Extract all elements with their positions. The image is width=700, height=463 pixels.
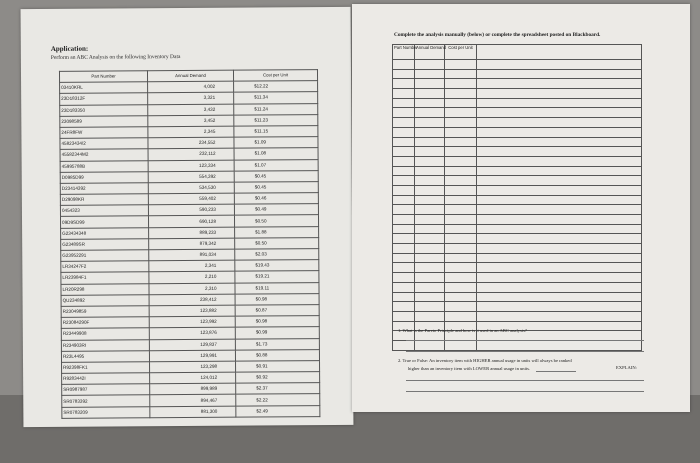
answer-cell xyxy=(477,69,642,79)
answer-cell xyxy=(477,292,642,302)
part-number-cell: 23D183350 xyxy=(60,104,148,116)
column-header: Part Number xyxy=(59,71,147,83)
part-number-cell: R92398FK1 xyxy=(62,362,150,374)
cost-per-unit-cell: $11.24 xyxy=(234,103,318,115)
answer-cell xyxy=(393,79,415,89)
answer-line xyxy=(406,351,644,352)
answer-cell xyxy=(415,282,445,292)
cost-per-unit-cell: $0.99 xyxy=(235,327,319,339)
part-number-cell: R9283442I xyxy=(62,373,150,385)
answer-cell xyxy=(415,234,445,244)
answer-cell xyxy=(477,118,642,128)
answer-cell xyxy=(477,98,642,108)
answer-cell xyxy=(477,147,642,157)
answer-cell xyxy=(415,166,445,176)
cost-per-unit-cell: $2.49 xyxy=(236,405,320,417)
part-number-cell: 0454323 xyxy=(60,205,148,217)
answer-cell xyxy=(415,311,445,321)
answer-row xyxy=(393,176,642,186)
answer-cell xyxy=(393,302,415,312)
cost-per-unit-cell: $0.88 xyxy=(235,349,319,361)
answer-cell xyxy=(415,89,445,99)
answer-cell xyxy=(477,302,642,312)
right-worksheet xyxy=(352,4,690,412)
part-number-cell: 03410KRL xyxy=(60,82,148,94)
left-worksheet xyxy=(21,7,354,427)
answer-cell xyxy=(415,302,445,312)
answer-row xyxy=(393,147,642,157)
answer-cell xyxy=(393,185,415,195)
cost-per-unit-cell: $0.45 xyxy=(234,181,318,193)
answer-cell xyxy=(477,137,642,147)
answer-row xyxy=(393,195,642,205)
answer-cell xyxy=(415,263,445,273)
answer-line xyxy=(406,380,644,381)
answer-cell xyxy=(393,98,415,108)
answer-cell xyxy=(445,224,477,234)
column-header: Annual Demand xyxy=(147,70,233,82)
cost-per-unit-cell: $0.91 xyxy=(236,360,320,372)
answer-cell xyxy=(415,340,445,350)
application-title: Application: xyxy=(50,44,89,53)
answer-row xyxy=(393,137,642,147)
answer-cell xyxy=(415,176,445,186)
answer-cell xyxy=(445,60,477,70)
question-1: 1. What is the Pareto Principle and how is it used in an ABC analysis? xyxy=(398,328,527,333)
cost-per-unit-cell: $19.21 xyxy=(235,271,319,283)
answer-cell xyxy=(415,108,445,118)
question-2: 2. True or False: An inventory item with HIGHER annual usage in units will always be ranked xyxy=(398,358,572,363)
cost-per-unit-cell: $2.37 xyxy=(236,383,320,395)
table-row xyxy=(62,405,320,418)
answer-cell xyxy=(393,234,415,244)
annual-demand-cell: 891,034 xyxy=(149,249,235,261)
answer-cell xyxy=(393,176,415,186)
annual-demand-cell: 123,298 xyxy=(150,361,236,373)
part-number-cell: R23449908 xyxy=(61,328,149,340)
answer-cell xyxy=(393,127,415,137)
answer-cell xyxy=(393,244,415,254)
annual-demand-cell: 690,128 xyxy=(148,216,234,228)
part-number-cell: R23084290F xyxy=(61,317,149,329)
cost-per-unit-cell: $1.08 xyxy=(234,148,318,160)
answer-cell xyxy=(477,108,642,118)
answer-row xyxy=(393,98,642,108)
answer-row xyxy=(393,244,642,254)
cost-per-unit-cell: $0.45 xyxy=(234,170,318,182)
answer-cell xyxy=(477,234,642,244)
answer-cell xyxy=(393,263,415,273)
answer-cell xyxy=(415,137,445,147)
answer-cell xyxy=(393,273,415,283)
part-number-cell: SR0783392 xyxy=(62,395,150,407)
answer-cell xyxy=(477,253,642,263)
answer-cell xyxy=(477,156,642,166)
answer-cell xyxy=(415,156,445,166)
answer-row xyxy=(393,340,642,350)
answer-row xyxy=(393,166,642,176)
answer-cell xyxy=(445,127,477,137)
answer-cell xyxy=(393,224,415,234)
annual-demand-cell: 238,412 xyxy=(149,294,235,306)
cost-per-unit-cell: $11.34 xyxy=(234,92,318,104)
part-number-cell: 45823434/2 xyxy=(60,138,148,150)
answer-row xyxy=(393,253,642,263)
annual-demand-cell: 899,989 xyxy=(150,383,236,395)
cost-per-unit-cell: $0.98 xyxy=(235,316,319,328)
answer-cell xyxy=(445,244,477,254)
answer-cell xyxy=(477,205,642,215)
cost-per-unit-cell: $19.43 xyxy=(235,260,319,272)
part-number-cell: SR0987987 xyxy=(62,384,150,396)
annual-demand-cell: 554,392 xyxy=(148,171,234,183)
annual-demand-cell: 2,310 xyxy=(149,283,235,295)
annual-demand-cell: 123,334 xyxy=(148,160,234,172)
part-number-cell: LR34247F2 xyxy=(61,261,149,273)
answer-cell xyxy=(393,156,415,166)
answer-row xyxy=(393,118,642,128)
answer-cell xyxy=(445,79,477,89)
answer-row xyxy=(393,311,642,321)
annual-demand-cell: 534,530 xyxy=(148,182,234,194)
answer-cell xyxy=(477,127,642,137)
part-number-cell: LR23984F1 xyxy=(61,272,149,284)
answer-cell xyxy=(445,253,477,263)
annual-demand-cell: 879,342 xyxy=(149,238,235,250)
answer-cell xyxy=(445,137,477,147)
answer-cell xyxy=(445,98,477,108)
answer-cell xyxy=(445,166,477,176)
answer-cell xyxy=(477,273,642,283)
question-2-continued: higher than an inventory item with LOWER annual usage in units. xyxy=(408,366,531,371)
cost-per-unit-cell: $1.73 xyxy=(235,338,319,350)
explain-label: EXPLAIN: xyxy=(616,365,637,370)
answer-row xyxy=(393,263,642,273)
answer-cell xyxy=(415,195,445,205)
answer-cell xyxy=(415,273,445,283)
answer-cell xyxy=(445,340,477,350)
answer-cell xyxy=(415,215,445,225)
answer-cell xyxy=(445,302,477,312)
answer-cell xyxy=(393,108,415,118)
answer-cell xyxy=(393,340,415,350)
answer-cell xyxy=(415,79,445,89)
part-number-cell: 09D9SD99 xyxy=(60,216,148,228)
answer-blank xyxy=(536,371,576,372)
part-number-cell: 24FR8FW xyxy=(60,127,148,139)
answer-cell xyxy=(477,166,642,176)
cost-per-unit-cell: $0.98 xyxy=(235,293,319,305)
answer-cell xyxy=(445,108,477,118)
cost-per-unit-cell: $0.49 xyxy=(234,204,318,216)
cost-per-unit-cell: $0.50 xyxy=(234,215,318,227)
answer-row xyxy=(393,215,642,225)
answer-cell xyxy=(415,244,445,254)
answer-cell xyxy=(445,195,477,205)
column-header: Part Number xyxy=(393,45,415,60)
answer-row xyxy=(393,302,642,312)
answer-row xyxy=(393,156,642,166)
answer-cell xyxy=(477,244,642,254)
part-number-cell: LR20R298 xyxy=(61,283,149,295)
part-number-cell: 45582344M2 xyxy=(60,149,148,161)
annual-demand-cell: 232,112 xyxy=(148,148,234,160)
cost-per-unit-cell: $1.09 xyxy=(234,137,318,149)
answer-row xyxy=(393,60,642,70)
answer-cell xyxy=(445,282,477,292)
answer-cell xyxy=(445,292,477,302)
application-subtitle: Perform an ABC Analysis on the following Inventory Data xyxy=(50,54,181,61)
answer-cell xyxy=(415,127,445,137)
column-header: Cost per Unit xyxy=(233,70,317,82)
part-number-cell: R23049859 xyxy=(61,306,149,318)
answer-header-row xyxy=(393,45,642,60)
answer-cell xyxy=(445,176,477,186)
answer-row xyxy=(393,234,642,244)
answer-row xyxy=(393,185,642,195)
part-number-cell: D29098KR xyxy=(60,194,148,206)
annual-demand-cell: 3,452 xyxy=(148,115,234,127)
part-number-cell: SR0783209 xyxy=(62,406,150,418)
answer-cell xyxy=(415,253,445,263)
answer-cell xyxy=(477,340,642,350)
annual-demand-cell: 2,341 xyxy=(149,260,235,272)
annual-demand-cell: 123,876 xyxy=(149,327,235,339)
part-number-cell: R234903RI xyxy=(61,339,149,351)
answer-cell xyxy=(445,185,477,195)
annual-demand-cell: 889,233 xyxy=(149,227,235,239)
answer-cell xyxy=(477,195,642,205)
answer-cell xyxy=(415,118,445,128)
cost-per-unit-cell: $0.46 xyxy=(234,193,318,205)
answer-cell xyxy=(477,263,642,273)
part-number-cell: G23489SR xyxy=(61,239,149,251)
answer-cell xyxy=(477,60,642,70)
answer-cell xyxy=(393,69,415,79)
annual-demand-cell: 129,991 xyxy=(149,350,235,362)
answer-row xyxy=(393,89,642,99)
cost-per-unit-cell: $2.03 xyxy=(235,249,319,261)
answer-cell xyxy=(393,311,415,321)
cost-per-unit-cell: $12.22 xyxy=(234,81,318,93)
column-header-blank xyxy=(477,45,642,60)
answer-cell xyxy=(477,311,642,321)
part-number-cell: R23L4495 xyxy=(61,350,149,362)
inventory-data-table xyxy=(59,69,320,419)
answer-line xyxy=(406,391,644,392)
answer-cell xyxy=(445,263,477,273)
cost-per-unit-cell: $11.23 xyxy=(234,114,318,126)
answer-cell xyxy=(477,215,642,225)
annual-demand-cell: 123,992 xyxy=(149,316,235,328)
answer-row xyxy=(393,224,642,234)
cost-per-unit-cell: $2.22 xyxy=(236,394,320,406)
answer-grid xyxy=(392,44,642,351)
annual-demand-cell: 2,210 xyxy=(149,272,235,284)
column-header: Annual Demand xyxy=(415,45,445,60)
answer-row xyxy=(393,205,642,215)
answer-cell xyxy=(393,205,415,215)
annual-demand-cell: 881,300 xyxy=(150,406,236,418)
annual-demand-cell: 894,467 xyxy=(150,395,236,407)
answer-cell xyxy=(445,69,477,79)
answer-cell xyxy=(477,79,642,89)
answer-cell xyxy=(445,205,477,215)
answer-cell xyxy=(415,205,445,215)
answer-cell xyxy=(393,253,415,263)
answer-cell xyxy=(445,147,477,157)
answer-row xyxy=(393,69,642,79)
cost-per-unit-cell: $19.11 xyxy=(235,282,319,294)
answer-cell xyxy=(445,273,477,283)
part-number-cell: QU234892 xyxy=(61,295,149,307)
part-number-cell: G23434348 xyxy=(61,227,149,239)
answer-cell xyxy=(415,60,445,70)
answer-cell xyxy=(415,69,445,79)
answer-row xyxy=(393,273,642,283)
answer-cell xyxy=(445,118,477,128)
answer-cell xyxy=(477,282,642,292)
cost-per-unit-cell: $0.50 xyxy=(235,237,319,249)
answer-row xyxy=(393,292,642,302)
part-number-cell: 45995788B xyxy=(60,160,148,172)
answer-cell xyxy=(393,215,415,225)
answer-cell xyxy=(445,234,477,244)
answer-row xyxy=(393,282,642,292)
cost-per-unit-cell: $11.15 xyxy=(234,126,318,138)
answer-cell xyxy=(393,89,415,99)
annual-demand-cell: 129,837 xyxy=(149,339,235,351)
answer-row xyxy=(393,108,642,118)
answer-line xyxy=(406,340,644,341)
answer-cell xyxy=(393,118,415,128)
annual-demand-cell: 3,432 xyxy=(148,104,234,116)
annual-demand-cell: 559,402 xyxy=(148,193,234,205)
answer-cell xyxy=(393,137,415,147)
annual-demand-cell: 590,233 xyxy=(148,204,234,216)
annual-demand-cell: 123,882 xyxy=(149,305,235,317)
answer-cell xyxy=(393,147,415,157)
answer-cell xyxy=(415,292,445,302)
answer-cell xyxy=(477,89,642,99)
part-number-cell: 23098589 xyxy=(60,116,148,128)
answer-cell xyxy=(393,166,415,176)
answer-cell xyxy=(393,195,415,205)
answer-cell xyxy=(445,215,477,225)
cost-per-unit-cell: $0.92 xyxy=(236,372,320,384)
answer-cell xyxy=(477,176,642,186)
cost-per-unit-cell: $1.88 xyxy=(235,226,319,238)
answer-cell xyxy=(445,311,477,321)
part-number-cell: 23D18312F xyxy=(60,93,148,105)
instructions-title: Complete the analysis manually (below) or complete the spreadsheet posted on Blackboard. xyxy=(394,32,601,38)
annual-demand-cell: 234,552 xyxy=(148,137,234,149)
answer-cell xyxy=(415,185,445,195)
annual-demand-cell: 124,012 xyxy=(150,372,236,384)
part-number-cell: D0985D99 xyxy=(60,171,148,183)
column-header: Cost per Unit xyxy=(445,45,477,60)
answer-cell xyxy=(415,98,445,108)
answer-cell xyxy=(415,147,445,157)
answer-cell xyxy=(393,282,415,292)
answer-cell xyxy=(477,185,642,195)
annual-demand-cell: 2,345 xyxy=(148,126,234,138)
answer-cell xyxy=(445,156,477,166)
answer-row xyxy=(393,127,642,137)
cost-per-unit-cell: $1.07 xyxy=(234,159,318,171)
annual-demand-cell: 3,321 xyxy=(148,93,234,105)
answer-cell xyxy=(415,224,445,234)
answer-cell xyxy=(445,89,477,99)
annual-demand-cell: 4,002 xyxy=(148,81,234,93)
cost-per-unit-cell: $0.87 xyxy=(235,305,319,317)
part-number-cell: G23952291 xyxy=(61,250,149,262)
answer-cell xyxy=(393,60,415,70)
answer-cell xyxy=(477,224,642,234)
answer-row xyxy=(393,79,642,89)
answer-cell xyxy=(393,292,415,302)
part-number-cell: D23414392 xyxy=(60,183,148,195)
